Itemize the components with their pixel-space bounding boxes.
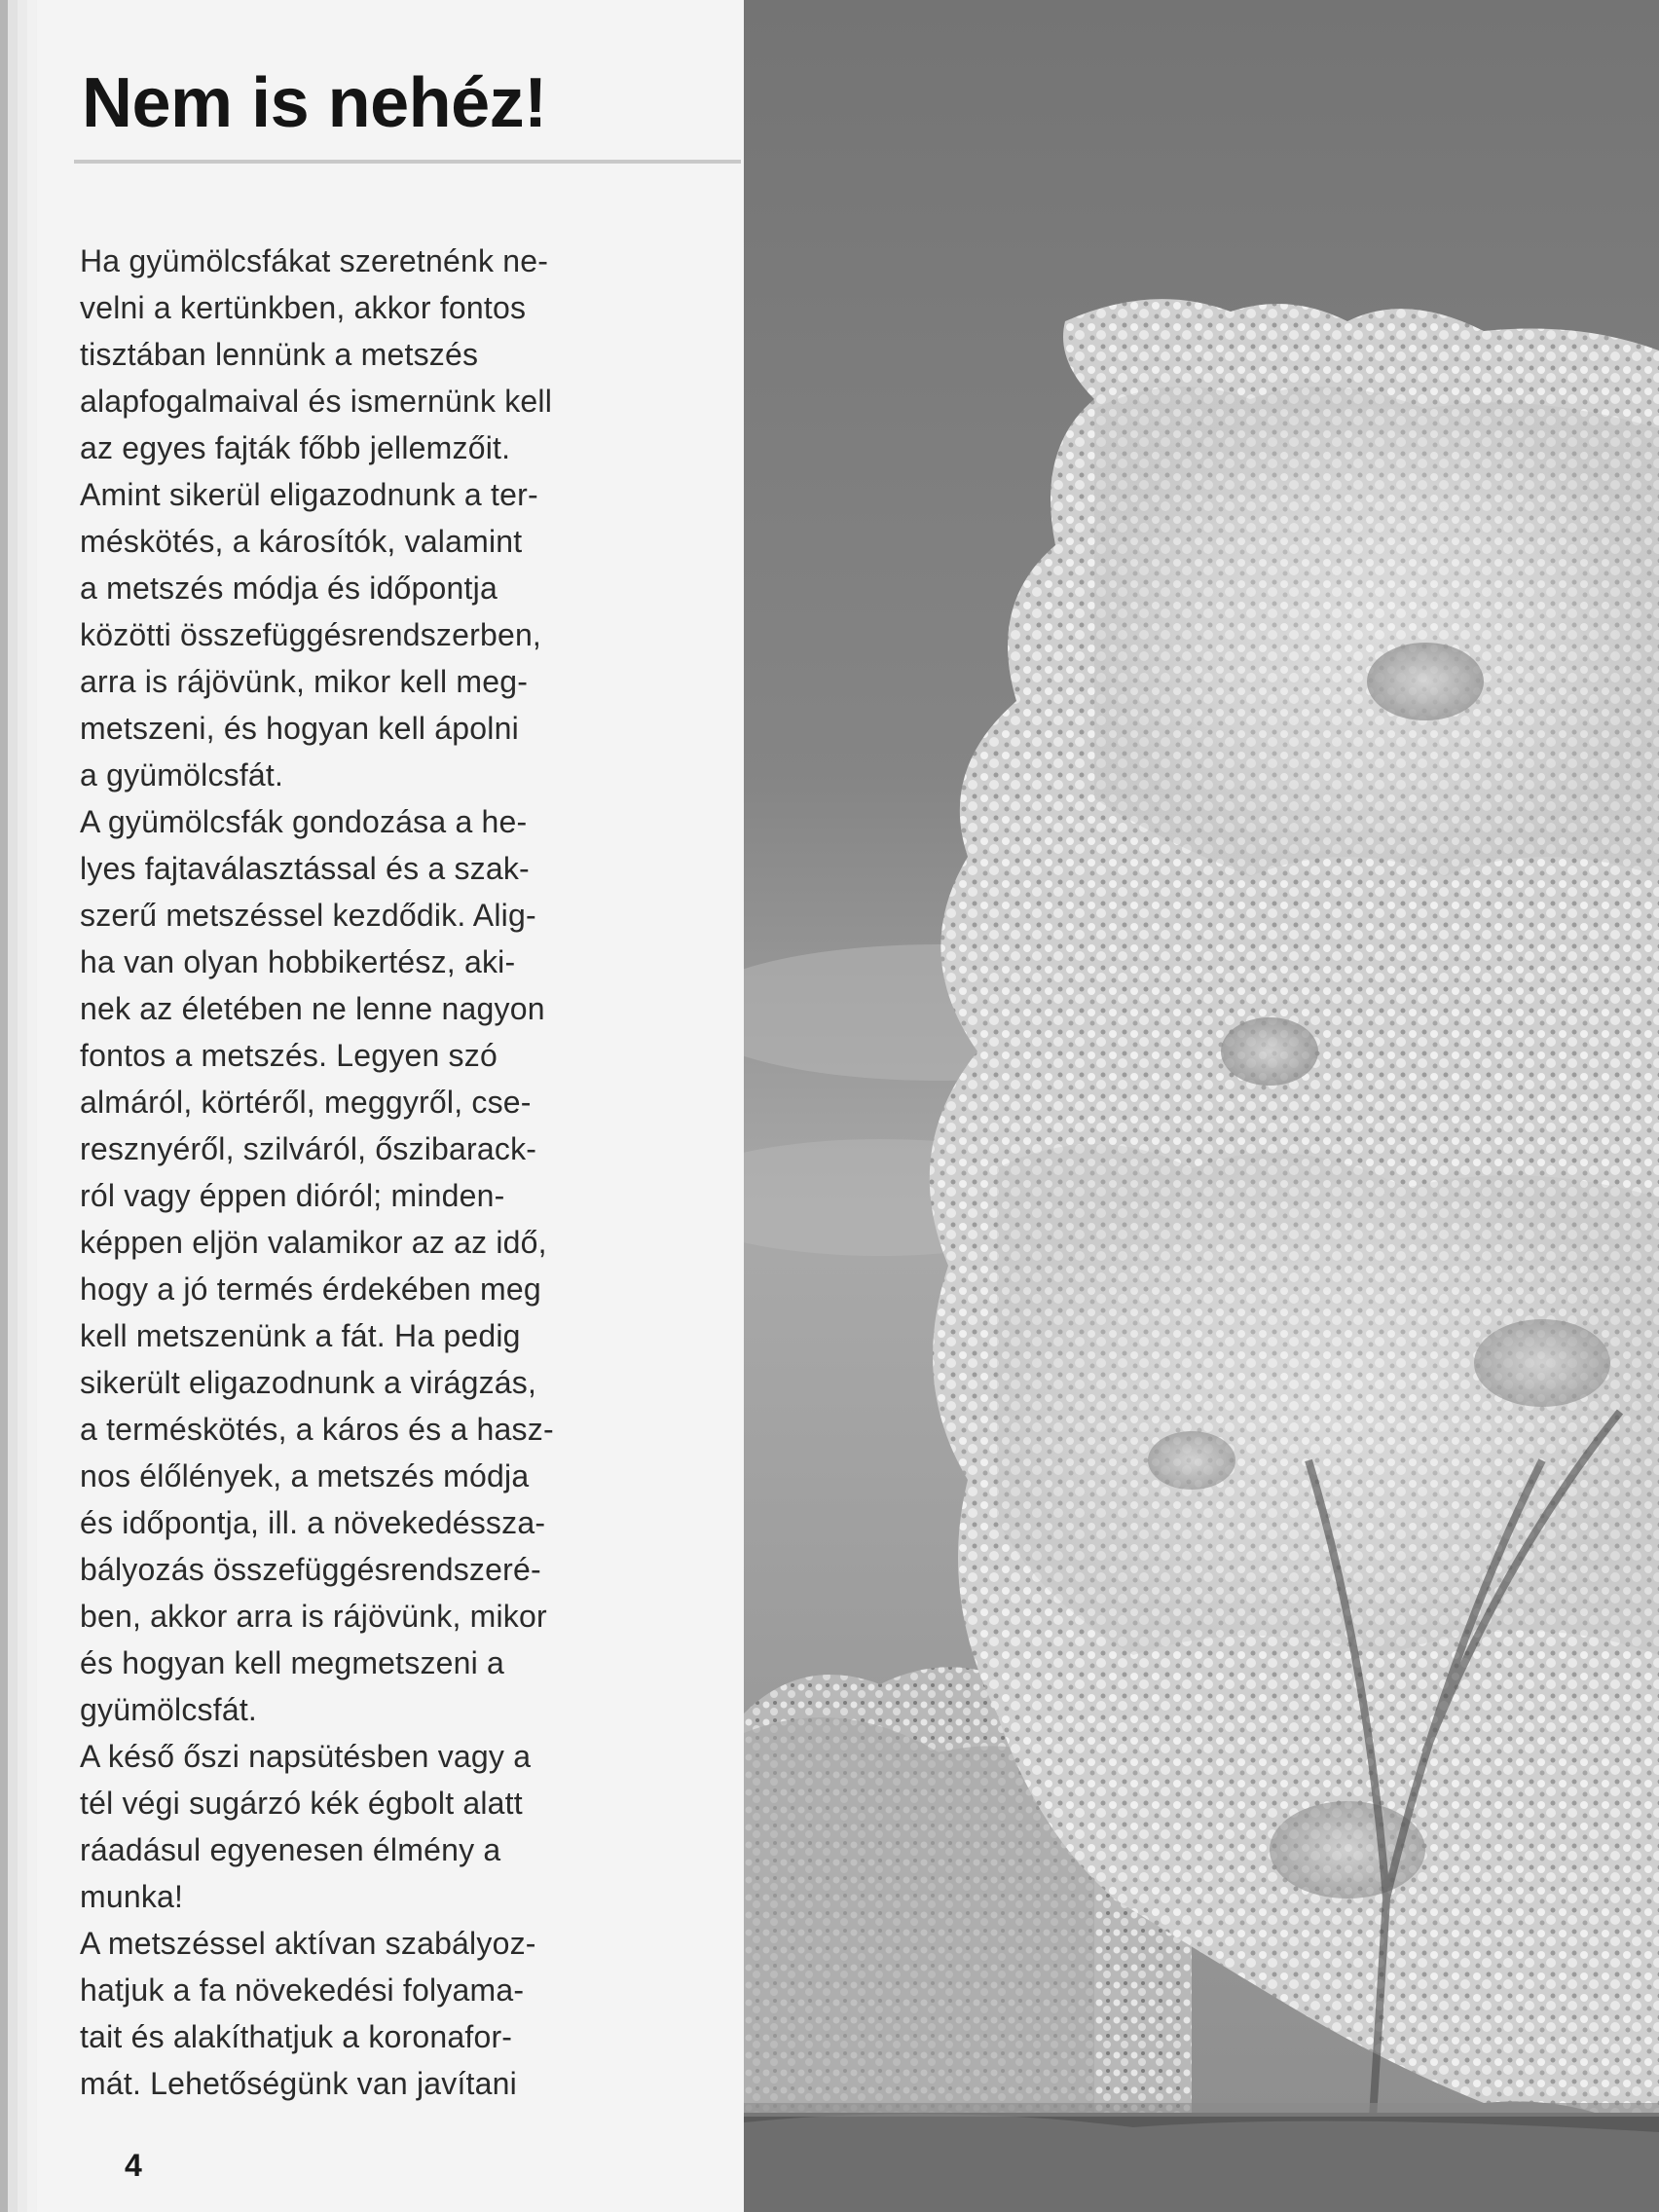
body-line: metszeni, és hogyan kell ápolni <box>80 711 519 746</box>
blossoming-tree-photo <box>744 0 1659 2212</box>
body-line: A gyümölcsfák gondozása a he- <box>80 804 528 839</box>
body-line: A késő őszi napsütésben vagy a <box>80 1739 532 1774</box>
body-line: munka! <box>80 1879 184 1914</box>
body-line: ben, akkor arra is rájövünk, mikor <box>80 1599 547 1634</box>
body-line: képpen eljön valamikor az az idő, <box>80 1225 547 1260</box>
body-line: kell metszenünk a fát. Ha pedig <box>80 1318 521 1353</box>
body-line: arra is rájövünk, mikor kell meg- <box>80 664 529 699</box>
body-line: Ha gyümölcsfákat szeretnénk ne- <box>80 243 549 278</box>
tree-illustration <box>744 0 1659 2212</box>
body-line: hogy a jó termés érdekében meg <box>80 1272 541 1307</box>
body-line: az egyes fajták főbb jellemzőit. <box>80 430 511 465</box>
body-line: A metszéssel aktívan szabályoz- <box>80 1926 536 1961</box>
body-line: nos élőlények, a metszés módja <box>80 1458 530 1493</box>
body-line: a metszés módja és időpontja <box>80 571 498 606</box>
body-line: ha van olyan hobbikertész, aki- <box>80 944 516 979</box>
body-line: hatjuk a fa növekedési folyama- <box>80 1972 525 2008</box>
body-line: velni a kertünkben, akkor fontos <box>80 290 527 325</box>
body-line: ról vagy éppen dióról; minden- <box>80 1178 505 1213</box>
body-line: közötti összefüggésrendszerben, <box>80 617 542 652</box>
body-line: a gyümölcsfát. <box>80 757 284 793</box>
body-line: alapfogalmaival és ismernünk kell <box>80 384 553 419</box>
body-line: szerű metszéssel kezdődik. Alig- <box>80 898 536 933</box>
body-line: nek az életében ne lenne nagyon <box>80 991 545 1026</box>
title-underline <box>74 160 741 164</box>
body-line: tait és alakíthatjuk a koronafor- <box>80 2019 513 2054</box>
body-line: sikerült eligazodnunk a virágzás, <box>80 1365 537 1400</box>
body-line: mát. Lehetőségünk van javítani <box>80 2066 517 2101</box>
body-text <box>80 238 713 2107</box>
body-line: és időpontja, ill. a növekedésszа- <box>80 1505 546 1540</box>
page-title: Nem is nehéz! <box>82 64 547 142</box>
body-line: bályozás összefüggésrendszeré- <box>80 1552 541 1587</box>
body-line: ráadásul egyenesen élmény a <box>80 1832 501 1867</box>
body-line: gyümölcsfát. <box>80 1692 258 1727</box>
body-line: resznyéről, szilváról, őszibarack- <box>80 1131 537 1166</box>
body-line: lyes fajtaválasztással és a szak- <box>80 851 530 886</box>
body-line: Amint sikerül eligazodnunk a ter- <box>80 477 538 512</box>
body-line: almáról, körtéről, meggyről, cse- <box>80 1085 532 1120</box>
body-line: méskötés, a károsítók, valamint <box>80 524 523 559</box>
page-number: 4 <box>125 2148 142 2183</box>
body-line: fontos a metszés. Legyen szó <box>80 1038 498 1073</box>
body-line: a terméskötés, a káros és a hasz- <box>80 1412 554 1447</box>
body-line: tél végi sugárzó kék égbolt alatt <box>80 1786 523 1821</box>
body-line: és hogyan kell megmetszeni a <box>80 1645 505 1680</box>
body-line: tisztában lennünk a metszés <box>80 337 479 372</box>
